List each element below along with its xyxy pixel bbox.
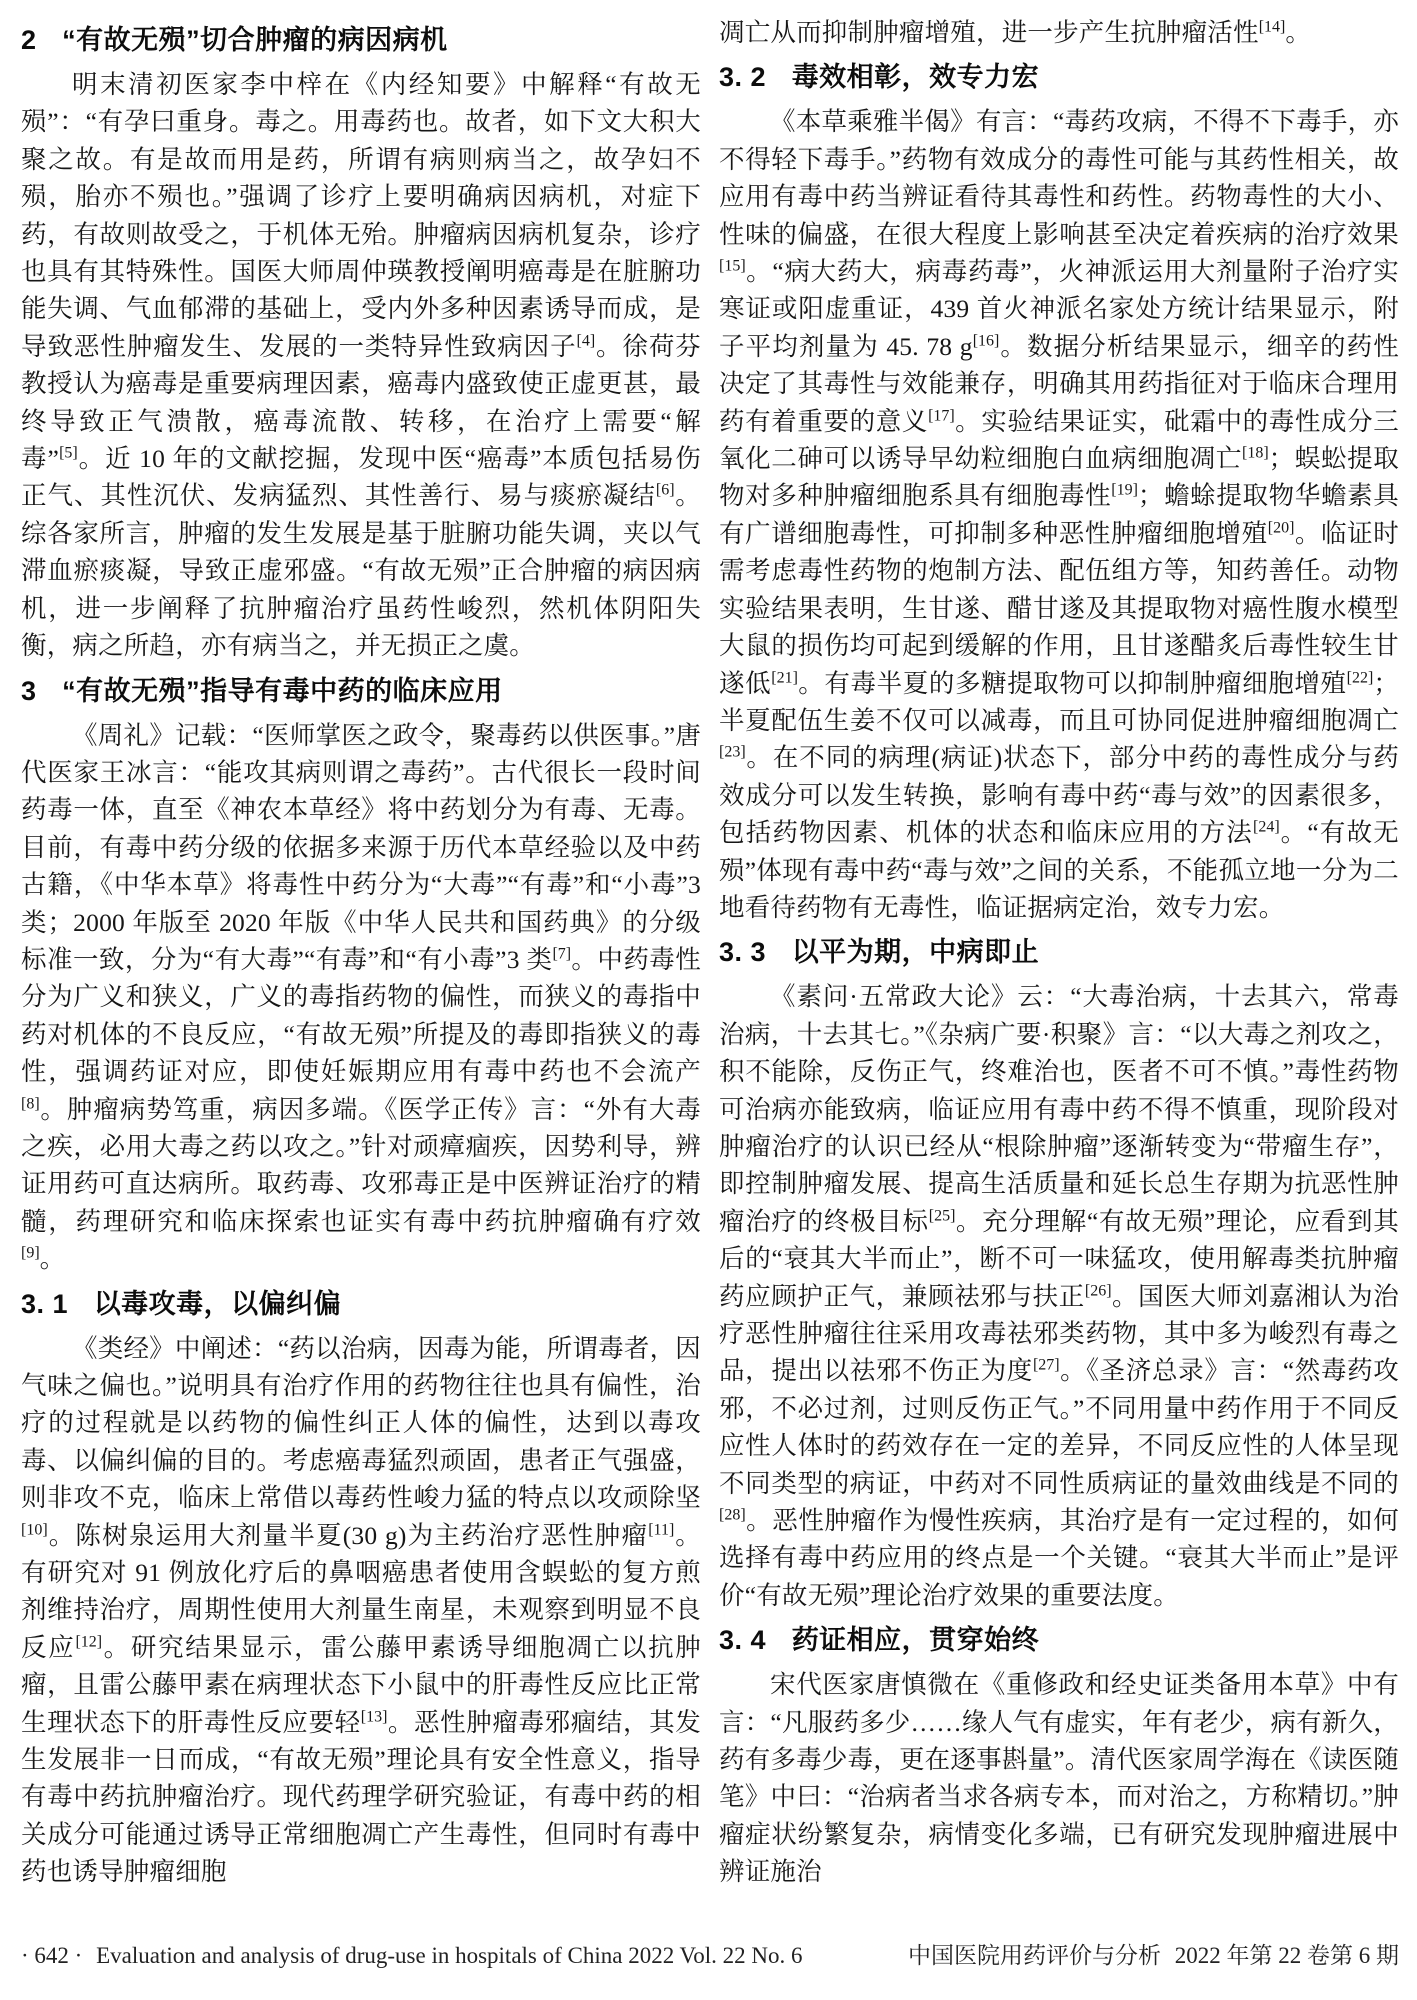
citation-ref: [7] bbox=[552, 945, 572, 963]
journal-title-en: Evaluation and analysis of drug-use in hospitals of China 2022 Vol. 22 No. 6 bbox=[96, 1943, 803, 1968]
section-number: 3. 3 bbox=[719, 937, 767, 968]
section-heading-3-1 bbox=[21, 1284, 701, 1324]
section-heading-3 bbox=[21, 671, 701, 711]
section-title: “有故无殒”切合肿瘤的病因病机 bbox=[62, 25, 448, 55]
section-heading-2 bbox=[21, 20, 701, 60]
paragraph: 明末清初医家李中梓在《内经知要》中解释“有故无殒”：“有孕曰重身。毒之。用毒药也。故者，如下文大积大聚之故。有是故而用是药，所谓有病则病当之，故孕妇不殒，胎亦不殒也。”强调了诊疗上要明确病因病机，对症下药，有故则故受之，于机体无殆。肿瘤病因病机复杂，诊疗也具有其特殊性。国医大师周仲瑛教授阐明癌毒是在脏腑功能失调、气血郁滞的基础上，受内外多种因素诱导而成，是导致恶性肿瘤发生、发展的一类特异性致病因子[4]。徐荷芬教授认为癌毒是重要病理因素，癌毒内盛致使正虚更甚，最终导致正气溃散，癌毒流散、转移，在治疗上需要“解毒”[5]。近 10 年的文献挖掘，发现中医“癌毒”本质包括易伤正气、其性沉伏、发病猛烈、其性善行、易与痰瘀凝结[6]。综各家所言，肿瘤的发生发展是基于脏腑功能失调，夹以气滞血瘀痰凝，导致正虚邪盛。“有故无殒”正合肿瘤的病因病机，进一步阐释了抗肿瘤治疗虽药性峻烈，然机体阴阳失衡，病之所趋，亦有病当之，并无损正之虞。 bbox=[21, 70, 702, 661]
citation-ref: [21] bbox=[771, 669, 798, 686]
paragraph: 《类经》中阐述：“药以治病，因毒为能，所谓毒者，因气味之偏也。”说明具有治疗作用的药物往往也具有偏性，治疗的过程就是以药物的偏性纠正人体的偏性，达到以毒攻毒、以偏纠偏的目的。考虑癌毒猛烈顽固，患者正气强盛，则非攻不克，临床上常借以毒药性峻力猛的特点以攻顽除坚[10]。陈树泉运用大剂量半夏(30 g)为主药治疗恶性肿瘤[11]。有研究对 91 例放化疗后的鼻咽癌患者使用含蜈蚣的复方煎剂维持治疗，周期性使用大剂量生南星，未观察到明显不良反应[12]。研究结果显示，雷公藤甲素诱导细胞凋亡以抗肿瘤，且雷公藤甲素在病理状态下小鼠中的肝毒性反应比正常生理状态下的肝毒性反应要轻[13]。恶性肿瘤毒邪痼结，其发生发展非一日而成，“有故无殒”理论具有安全性意义，指导有毒中药抗肿瘤治疗。现代药理学研究验证，有毒中药的相关成分可能通过诱导正常细胞凋亡产生毒性，但同时有毒中药也诱导肿瘤细胞 bbox=[21, 1333, 701, 1887]
page-body bbox=[21, 14, 1399, 1891]
citation-ref: [28] bbox=[719, 1506, 746, 1524]
paragraph: 《周礼》记载：“医师掌医之政令，聚毒药以供医事。”唐代医家王冰言：“能攻其病则谓之毒药”。古代很长一段时间药毒一体，直至《神农本草经》将中药划分为有毒、无毒。目前，有毒中药分级的依据多来源于历代本草经验以及中药古籍，《中华本草》将毒性中药分为“大毒”“有毒”和“小毒”3 类；2000 年版至 2020 年版《中华人民共和国药典》的分级标准一致，分为“有大毒”“有毒”和“有小毒”3 类[7]。中药毒性分为广义和狭义，广义的毒指药物的偏性，而狭义的毒指中药对机体的不良反应，“有故无殒”所提及的毒即指狭义的毒性，强调药证对应，即使妊娠期应用有毒中药也不会流产[8]。肿瘤病势笃重，病因多端。《医学正传》言：“外有大毒之疾，必用大毒之药以攻之。”针对顽瘴痼疾，因势利导，辨证用药可直达病所。取药毒、攻邪毒正是中医辨证治疗的精髓，药理研究和临床探索也证实有毒中药抗肿瘤确有疗效[9]。 bbox=[21, 720, 701, 1274]
section-heading-3-3 bbox=[719, 932, 1399, 972]
footer-right bbox=[908, 1937, 1399, 1970]
journal-issue-cn: 2022 年第 22 卷第 6 期 bbox=[1174, 1943, 1399, 1968]
paragraph: 《本草乘雅半偈》有言：“毒药攻病，不得不下毒手，亦不得轻下毒手。”药物有效成分的毒性可能与其药性相关，故应用有毒中药当辨证看待其毒性和药性。药物毒性的大小、性味的偏盛，在很大程度上影响甚至决定着疾病的治疗效果[15]。“病大药大，病毒药毒”，火神派运用大剂量附子治疗实寒证或阳虚重证，439 首火神派名家处方统计结果显示，附子平均剂量为 45. 78 g[16]。数据分析结果显示，细辛的药性决定了其毒性与效能兼存，明确其用药指征对于临床合理用药有着重要的意义[17]。实验结果证实，砒霜中的毒性成分三氧化二砷可以诱导早幼粒细胞白血病细胞凋亡[18]；蜈蚣提取物对多种肿瘤细胞系具有细胞毒性[19]；蟾蜍提取物华蟾素具有广谱细胞毒性，可抑制多种恶性肿瘤细胞增殖[20]。临证时需考虑毒性药物的炮制方法、配伍组方等，知药善任。动物实验结果表明，生甘遂、醋甘遂及其提取物对癌性腹水模型大鼠的损伤均可起到缓解的作用，且甘遂醋炙后毒性较生甘遂低[21]。有毒半夏的多糖提取物可以抑制肿瘤细胞增殖[22]；半夏配伍生姜不仅可以减毒，而且可协同促进肿瘤细胞凋亡[23]。在不同的病理(病证)状态下，部分中药的毒性成分与药效成分可以发生转换，影响有毒中药“毒与效”的因素很多，包括药物因素、机体的状态和临床应用的方法[24]。“有故无殒”体现有毒中药“毒与效”之间的关系，不能孤立地一分为二地看待药物有无毒性，临证据病定治，效专力宏。 bbox=[719, 107, 1400, 922]
citation-ref: [6] bbox=[655, 481, 675, 499]
paragraph: 宋代医家唐慎微在《重修政和经史证类备用本草》中有言：“凡服药多少……缘人气有虚实，年有老少，病有新久，药有多毒少毒，更在逐事斟量”。清代医家周学海在《读医随笔》中曰：“治病者当求各病专本，而对治之，方称精切。”肿瘤症状纷繁复杂，病情变化多端，已有研究发现肿瘤进展中辨证施治 bbox=[719, 1670, 1399, 1887]
citation-ref: [5] bbox=[59, 444, 78, 462]
journal-title-cn: 中国医院用药评价与分析 bbox=[907, 1943, 1161, 1968]
citation-ref: [9] bbox=[21, 1244, 40, 1262]
citation-ref: [22] bbox=[1346, 669, 1374, 686]
section-title: 以平为期，中病即止 bbox=[791, 937, 1040, 968]
citation-ref: [8] bbox=[21, 1095, 40, 1113]
section-number: 3 bbox=[21, 675, 37, 706]
section-number: 3. 2 bbox=[719, 62, 767, 93]
citation-ref: [18] bbox=[1242, 444, 1269, 462]
section-title: “有故无殒”指导有毒中药的临床应用 bbox=[62, 675, 503, 706]
section-heading-3-4 bbox=[719, 1620, 1399, 1660]
citation-ref: [4] bbox=[576, 332, 596, 350]
citation-ref: [20] bbox=[1267, 519, 1295, 537]
citation-ref: [26] bbox=[1084, 1282, 1112, 1300]
paragraph: 《素问·五常政大论》云：“大毒治病，十去其六，常毒治病，十去其七。”《杂病广要·积聚》言：“以大毒之剂攻之，积不能除，反伤正气，终难治也，医者不可不慎。”毒性药物可治病亦能致病，临证应用有毒中药不得不慎重，现阶段对肿瘤治疗的认识已经从“根除肿瘤”逐渐转变为“带瘤生存”，即控制肿瘤发展、提高生活质量和延长总生存期为抗恶性肿瘤治疗的终极目标[25]。充分理解“有故无殒”理论，应看到其后的“衰其大半而止”，断不可一味猛攻，使用解毒类抗肿瘤药应顾护正气，兼顾祛邪与扶正[26]。国医大师刘嘉湘认为治疗恶性肿瘤往往采用攻毒祛邪类药物，其中多为峻烈有毒之品，提出以祛邪不伤正为度[27]。《圣济总录》言：“然毒药攻邪，不必过剂，过则反伤正气。”不同用量中药作用于不同反应性人体时的药效存在一定的差异，不同反应性的人体呈现不同类型的病证，中药对不同性质病证的量效曲线是不同的[28]。恶性肿瘤作为慢性疾病，其治疗是有一定过程的，如何选择有毒中药应用的终点是一个关键。“衰其大半而止”是评价“有故无殒”理论治疗效果的重要法度。 bbox=[719, 982, 1399, 1610]
citation-ref: [27] bbox=[1032, 1356, 1060, 1374]
section-title: 以毒攻毒，以偏纠偏 bbox=[93, 1288, 342, 1319]
citation-ref: [23] bbox=[719, 743, 746, 761]
citation-ref: [16] bbox=[972, 332, 1000, 350]
citation-ref: [25] bbox=[928, 1207, 956, 1225]
section-title: 毒效相彰，效专力宏 bbox=[791, 62, 1040, 93]
left-column bbox=[21, 14, 701, 1891]
footer-left bbox=[21, 1943, 802, 1969]
section-title: 药证相应，贯穿始终 bbox=[791, 1625, 1040, 1656]
section-heading-3-2 bbox=[719, 57, 1399, 97]
citation-ref: [24] bbox=[1253, 818, 1280, 836]
section-number: 2 bbox=[21, 25, 37, 55]
citation-ref: [13] bbox=[360, 1708, 388, 1726]
citation-ref: [14] bbox=[1258, 18, 1286, 36]
citation-ref: [12] bbox=[75, 1633, 103, 1651]
page-number: · 642 · bbox=[21, 1943, 83, 1968]
citation-ref: [10] bbox=[21, 1521, 48, 1539]
page-footer bbox=[21, 1937, 1399, 1970]
citation-ref: [15] bbox=[719, 257, 746, 275]
section-number: 3. 1 bbox=[21, 1288, 69, 1319]
right-column bbox=[719, 14, 1399, 1891]
citation-ref: [17] bbox=[928, 407, 955, 425]
paragraph: 凋亡从而抑制肿瘤增殖，进一步产生抗肿瘤活性[14]。 bbox=[719, 18, 1312, 47]
citation-ref: [11] bbox=[648, 1521, 675, 1539]
citation-ref: [19] bbox=[1111, 481, 1138, 499]
section-number: 3. 4 bbox=[719, 1625, 767, 1656]
